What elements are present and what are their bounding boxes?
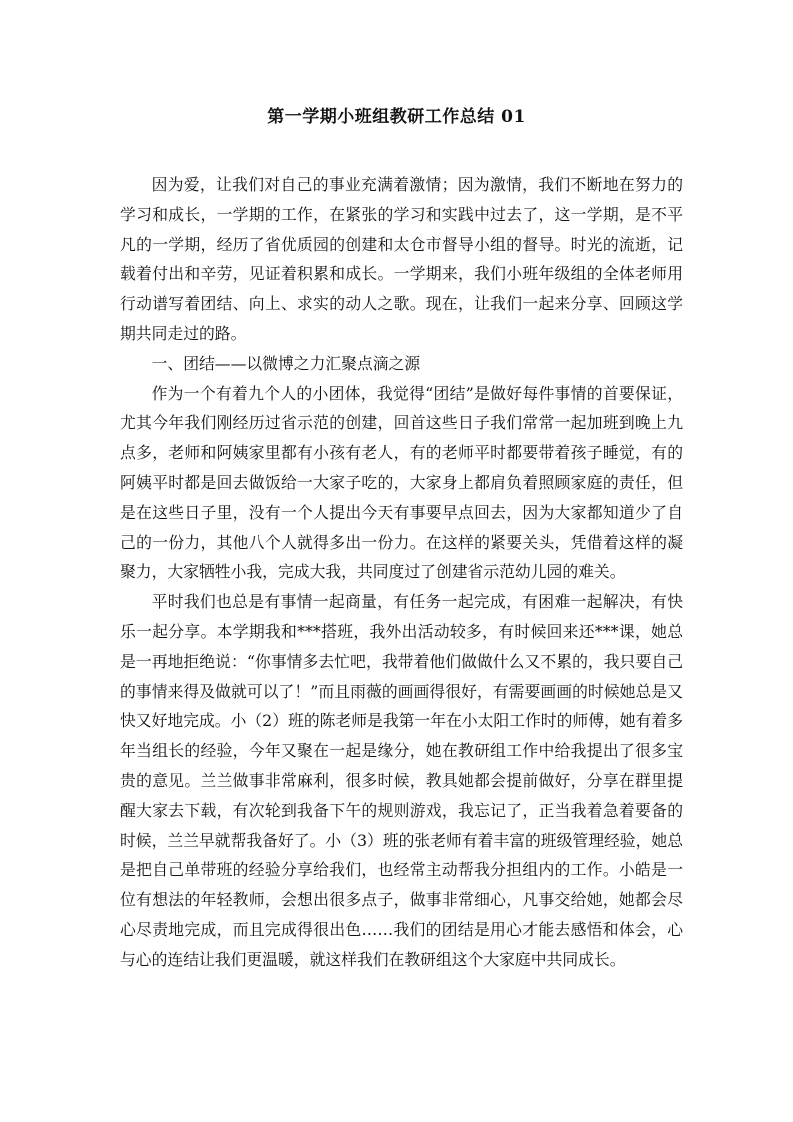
paragraph-unity-1: 作为一个有着九个人的小团体，我觉得“团结”是做好每件事情的首要保证，尤其今年我们刚经历过省示范的创建，回首这些日子我们常常一起加班到晚上九点多，老师和阿姨家里都有小孩有老人，有的老师平时都要带着孩子睡觉，有的阿姨平时都是回去做饭给一大家子吃的，大家身上都肩负着照顾家庭的责任，但是在这些日子里，没有一个人提出今天有事要早点回去，因为大家都知道少了自己的一份力，其他八个人就得多出一份力。在这样的紧要关头，凭借着这样的凝聚力，大家牺牲小我，完成大我，共同度过了创建省示范幼儿园的难关。 <box>120 383 683 582</box>
section-heading-unity: 一、团结——以微博之力汇聚点滴之源 <box>151 353 421 373</box>
paragraph-unity-2: 平时我们也总是有事情一起商量，有任务一起完成，有困难一起解决，有快乐一起分享。本学期我和***搭班，我外出活动较多，有时候回来还***课，她总是一再地拒绝说：“你事情多去忙吧，我带着他们做做什么又不累的，我只要自己的事情来得及做就可以了！”而且雨薇的画画得很好，有需要画画的时候她总是又快又好地完成。小（2）班的陈老师是我第一年在小太阳工作时的师傅，她有着多年当组长的经验，今年又聚在一起是缘分，她在教研组工作中给我提出了很多宝贵的意见。兰兰做事非常麻利，很多时候，教具她都会提前做好，分享在群里提醒大家去下载，有次轮到我备下午的规则游戏，我忘记了，正当我着急着要备的时候，兰兰早就帮我备好了。小（3）班的张老师有着丰富的班级管理经验，她总是把自己单带班的经验分享给我们，也经常主动帮我分担组内的工作。小皓是一位有想法的年轻教师，会想出很多点子，做事非常细心，凡事交给她，她都会尽心尽责地完成，而且完成得很出色……我们的团结是用心才能去感悟和体会，心与心的连结让我们更温暖，就这样我们在教研组这个大家庭中共同成长。 <box>120 592 683 969</box>
document-title: 第一学期小班组教研工作总结 01 <box>267 107 526 127</box>
document-body <box>120 170 683 975</box>
paragraph-intro: 因为爱，让我们对自己的事业充满着激情；因为激情，我们不断地在努力的学习和成长，一学期的工作，在紧张的学习和实践中过去了，这一学期，是不平凡的一学期，经历了省优质园的创建和太仓市督导小组的督导。时光的流逝，记载着付出和辛劳，见证着积累和成长。一学期来，我们小班年级组的全体老师用行动谱写着团结、向上、求实的动人之歌。现在，让我们一起来分享、回顾这学期共同走过的路。 <box>120 175 683 343</box>
